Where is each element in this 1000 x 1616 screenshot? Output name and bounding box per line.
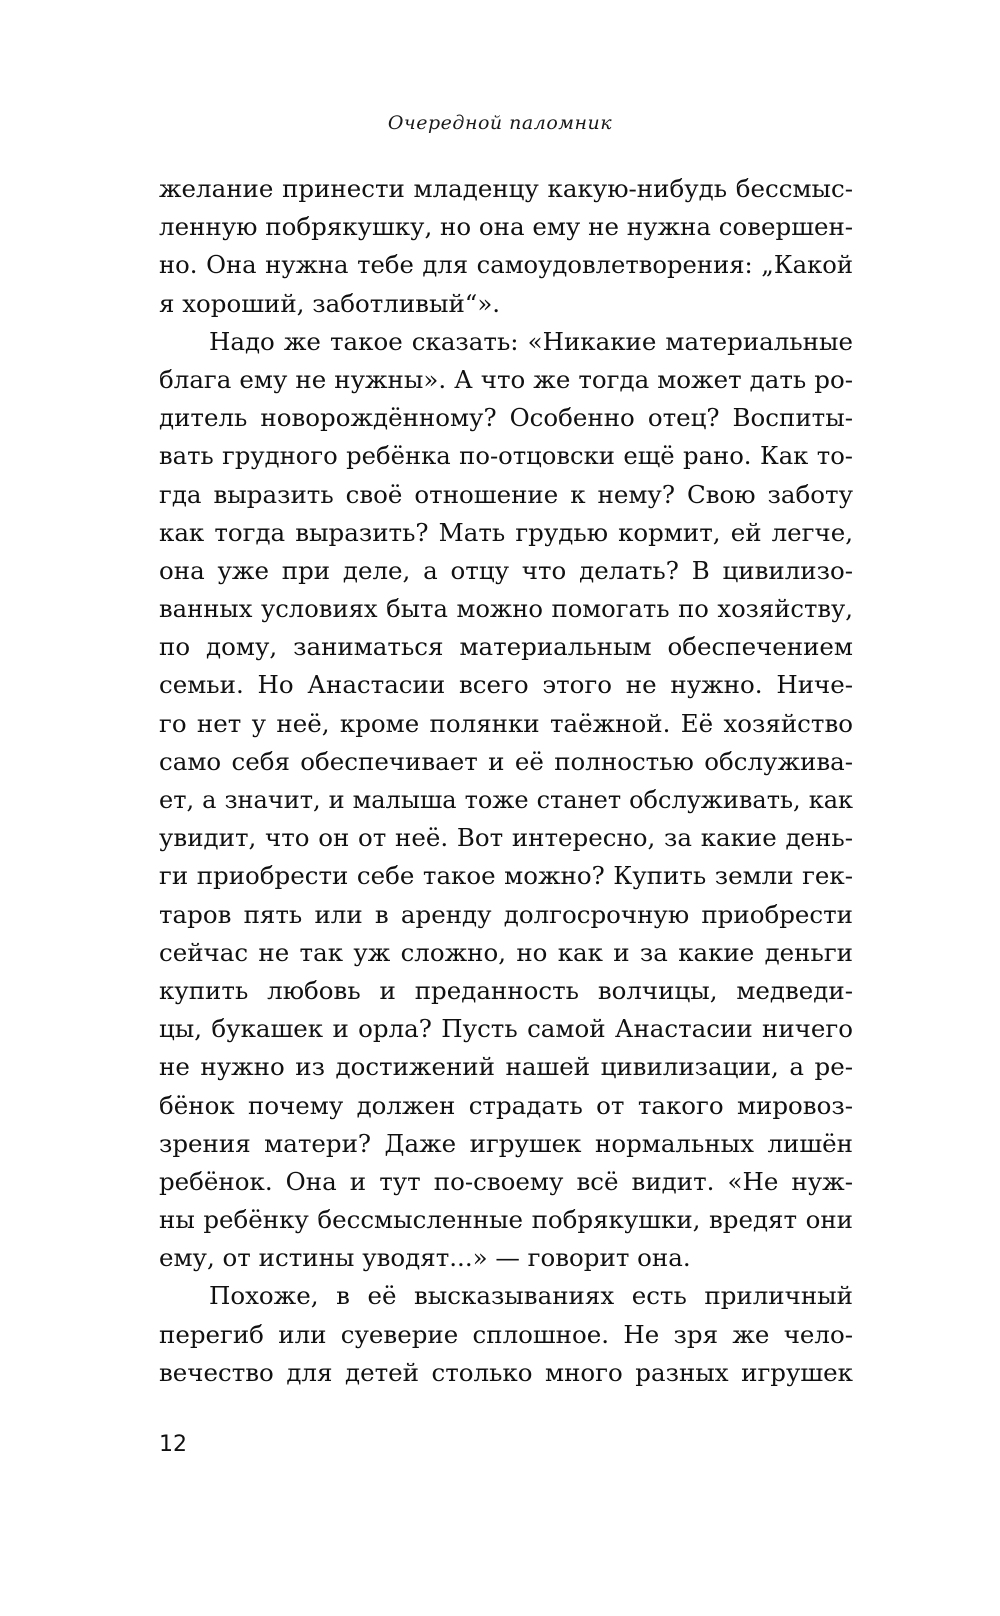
text-line: увидит, что он от неё. Вот интересно, за какие день- — [159, 823, 853, 853]
text-line: по дому, заниматься материальным обеспечением — [159, 632, 853, 662]
text-line: вать грудного ребёнка по-отцовски ещё рано. Как то- — [159, 441, 853, 471]
text-line: купить любовь и преданность волчицы, медведи- — [159, 975, 853, 1005]
text-line: желание принести младенцу какую-нибудь бессмыс- — [159, 174, 853, 203]
text-line: ребёнок. Она и тут по-своему всё видит. «Не нуж- — [159, 1166, 853, 1196]
text-line: сейчас не так уж сложно, но как и за какие деньги — [159, 937, 853, 967]
text-line: таров пять или в аренду долгосрочную приобрести — [159, 899, 853, 929]
page-number: 12 — [159, 1432, 187, 1457]
text-line: как тогда выразить? Мать грудью кормит, ей легче, — [159, 517, 853, 547]
text-line: ленную побрякушку, но она ему не нужна совершен- — [159, 212, 853, 242]
text-line: дитель новорождённому? Особенно отец? Воспиты- — [159, 403, 853, 433]
text-line: зрения матери? Даже игрушек нормальных лишён — [159, 1128, 853, 1158]
text-line: Похоже, в её высказываниях есть приличный — [209, 1281, 853, 1311]
text-line: вечество для детей столько много разных игрушек — [159, 1357, 853, 1387]
text-line: ванных условиях быта можно помогать по хозяйству, — [159, 594, 853, 624]
text-line: гда выразить своё отношение к нему? Свою заботу — [159, 479, 853, 509]
text-line: Надо же такое сказать: «Никакие материальные — [209, 326, 853, 356]
text-line: блага ему не нужны». А что же тогда может дать ро- — [159, 364, 853, 394]
text-line: но. Она нужна тебе для самоудовлетворения: „Какой — [159, 250, 853, 280]
text-line: ему, от истины уводят...» — говорит она. — [159, 1243, 691, 1273]
text-line: ги приобрести себе такое можно? Купить земли гек- — [159, 861, 853, 891]
text-line: она уже при деле, а отцу что делать? В цивилизо- — [159, 555, 853, 585]
body-text — [159, 170, 853, 1392]
text-line: не нужно из достижений нашей цивилизации, а ре- — [159, 1052, 853, 1082]
text-line: ет, а значит, и малыша тоже станет обслуживать, как — [159, 786, 853, 814]
text-line: ны ребёнку бессмысленные побрякушки, вредят они — [159, 1205, 853, 1235]
text-line: семьи. Но Анастасии всего этого не нужно. Ниче- — [159, 670, 853, 700]
text-line: я хороший, заботливый“». — [159, 288, 501, 318]
text-line: бёнок почему должен страдать от такого мировоз- — [159, 1090, 853, 1120]
text-line: цы, букашек и орла? Пусть самой Анастасии ничего — [159, 1014, 853, 1044]
text-line: го нет у неё, кроме полянки таёжной. Её хозяйство — [159, 708, 853, 738]
text-line: само себя обеспечивает и её полностью обслужива- — [159, 746, 853, 776]
text-line: перегиб или суеверие сплошное. Не зря же чело- — [159, 1319, 853, 1349]
running-head: Очередной паломник — [387, 112, 613, 134]
